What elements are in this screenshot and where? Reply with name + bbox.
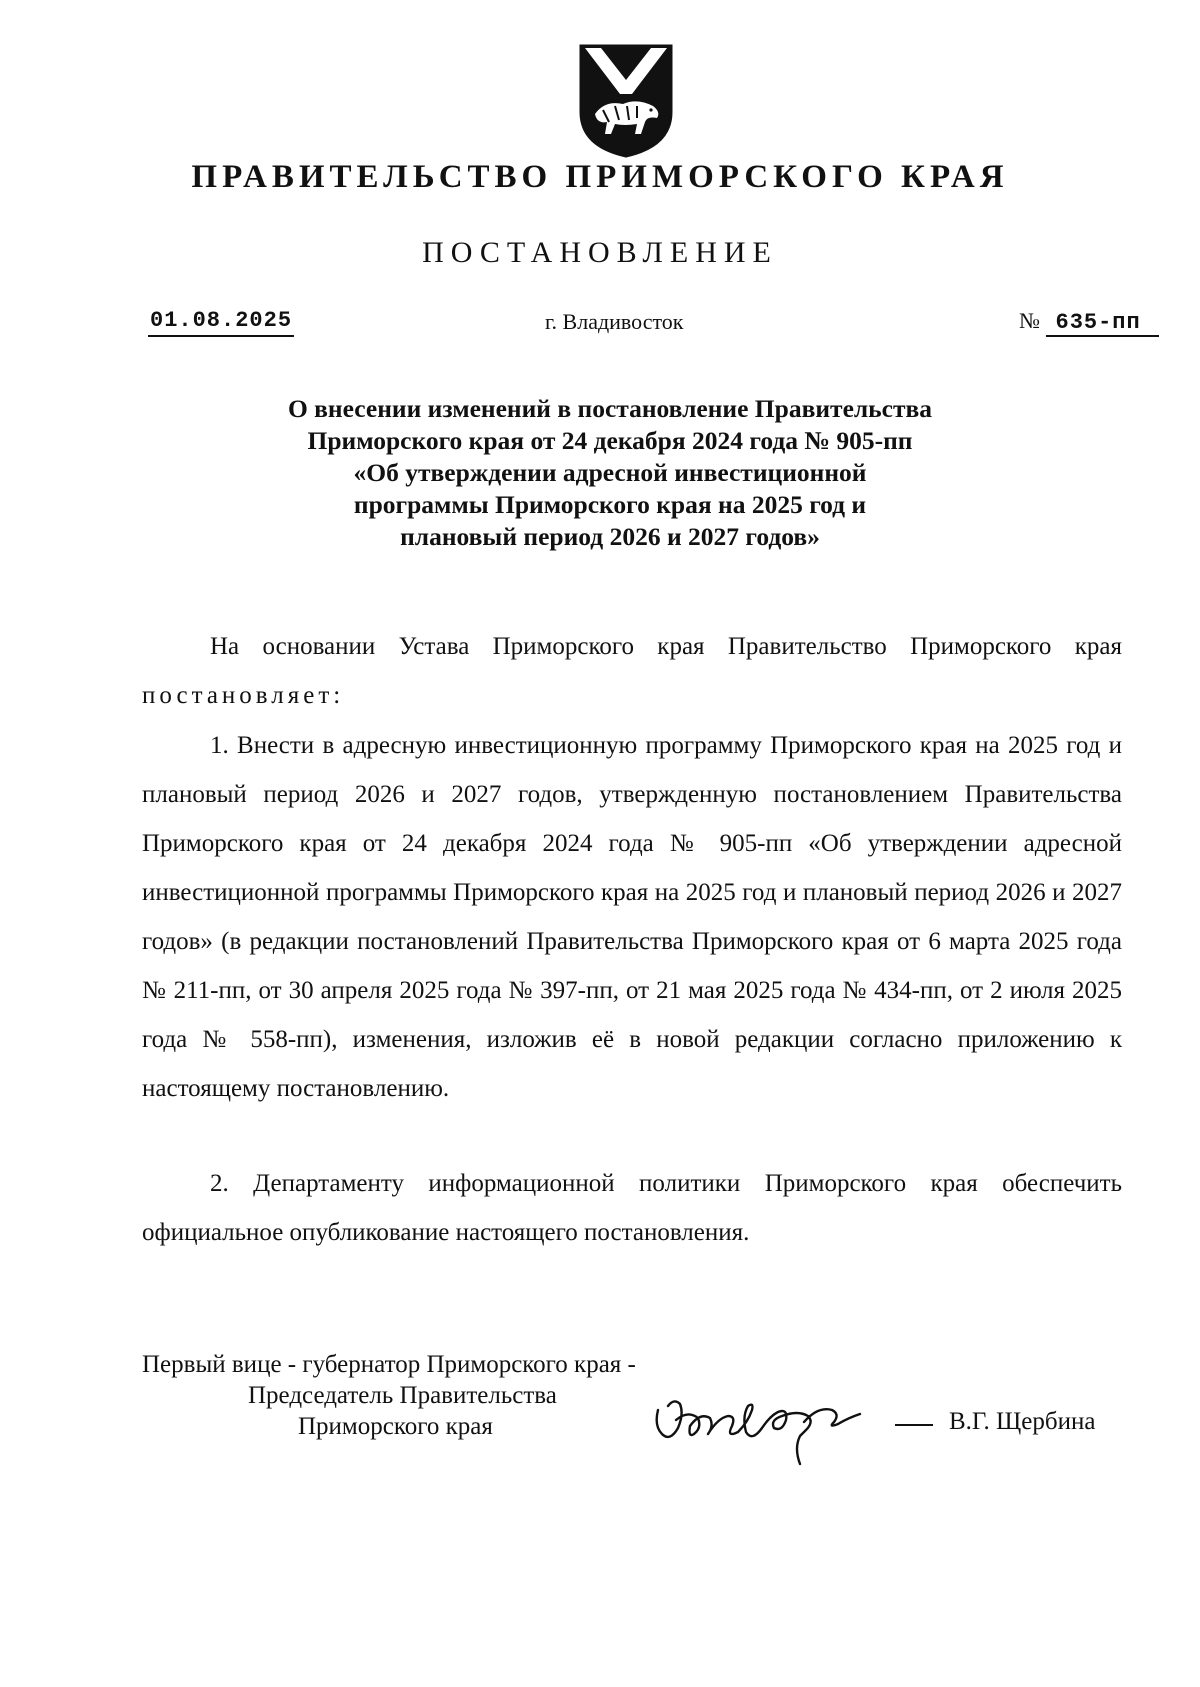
document-type: ПОСТАНОВЛЕНИЕ bbox=[422, 236, 778, 269]
item-1-paragraph bbox=[142, 721, 1122, 1113]
government-name: ПРАВИТЕЛЬСТВО ПРИМОРСКОГО КРАЯ bbox=[191, 159, 1009, 195]
number-value: 635-пп bbox=[1046, 310, 1159, 337]
document-date: 01.08.2025 bbox=[148, 308, 294, 337]
signatory-name: В.Г. Щербина bbox=[949, 1408, 1096, 1435]
number-label: № bbox=[1019, 308, 1040, 333]
item-1-text: 1. Внести в адресную инвестиционную программу Приморского края на 2025 год и плановый период 2026 и 2027 годов, утвержденную постановлением Правительства Приморского края от 24 декабря 2024 года № 905-пп «Об утверждении адресной инвестиционной программы Приморского края на 2025 год и плановый период 2026 и 2027 годов» (в редакции постановлений Правительства Приморского края от 6 марта 2025 года № 211-пп, от 30 апреля 2025 года № 397-пп, от 21 мая 2025 года № 434-пп, от 2 июля 2025 года № 558-пп), изменения, изложив её в новой редакции согласно приложению к настоящему постановлению. bbox=[142, 732, 1122, 1102]
title-line: «Об утверждении адресной инвестиционной bbox=[353, 458, 867, 487]
title-line: О внесении изменений в постановление Правительства bbox=[287, 394, 933, 423]
handwritten-signature bbox=[648, 1376, 898, 1471]
preamble-resolves: постановляет: bbox=[142, 682, 345, 709]
signatory-position-line: Председатель Правительства bbox=[248, 1382, 557, 1409]
title-line: плановый период 2026 и 2027 годов» bbox=[400, 522, 820, 551]
title-line: Приморского края от 24 декабря 2024 года № 905-пп bbox=[307, 426, 913, 455]
title-line: программы Приморского края на 2025 год и bbox=[353, 490, 867, 519]
signature-dash bbox=[895, 1424, 933, 1426]
document-city: г. Владивосток bbox=[545, 309, 684, 334]
preamble-text: На основании Устава Приморского края Правительство Приморского края bbox=[210, 633, 1122, 660]
document-number bbox=[1019, 308, 1159, 337]
signatory-position-line: Первый вице - губернатор Приморского края - bbox=[142, 1351, 636, 1378]
signatory-position-line: Приморского края bbox=[298, 1413, 493, 1440]
preamble-paragraph bbox=[142, 622, 1122, 720]
coat-of-arms-emblem bbox=[575, 42, 677, 160]
document-title bbox=[180, 393, 1040, 553]
item-2-paragraph bbox=[142, 1159, 1122, 1257]
item-2-text: 2. Департаменту информационной политики Приморского края обеспечить официальное опубликование настоящего постановления. bbox=[142, 1170, 1122, 1246]
